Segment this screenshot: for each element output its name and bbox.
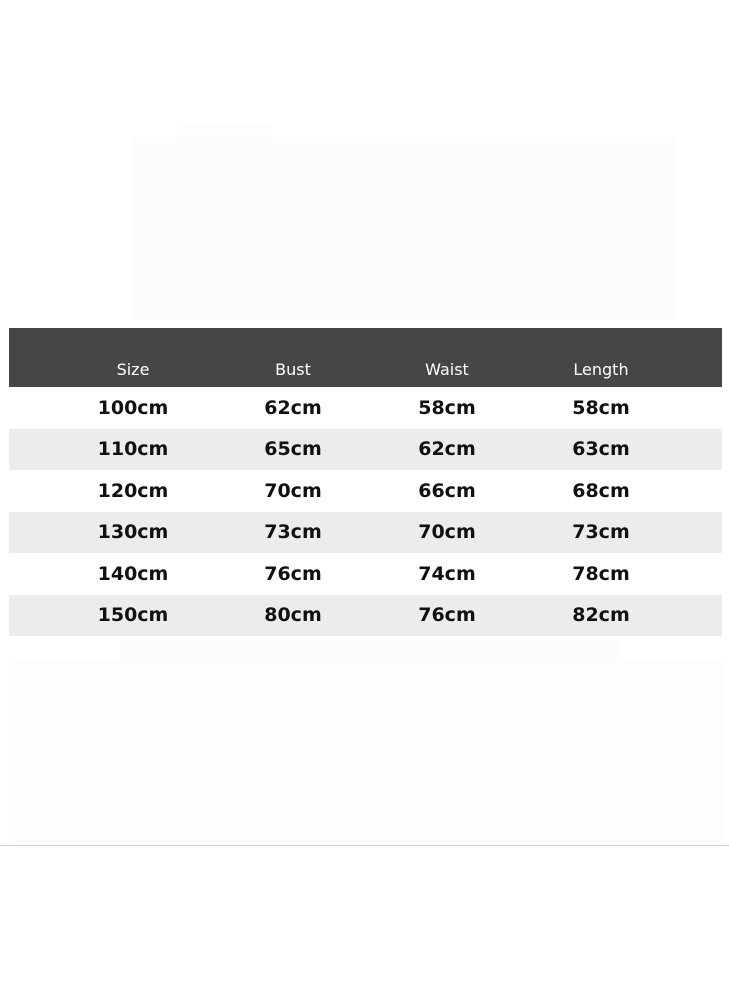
cell-bust: 80cm <box>264 604 322 627</box>
cell-length: 82cm <box>572 604 630 627</box>
cell-waist: 58cm <box>418 396 476 419</box>
cell-waist: 76cm <box>418 604 476 627</box>
cell-size: 150cm <box>97 604 169 627</box>
table-header-row <box>9 328 722 387</box>
cell-size: 140cm <box>97 562 169 585</box>
cell-size: 100cm <box>97 396 169 419</box>
cell-bust: 62cm <box>264 396 322 419</box>
table-row <box>9 512 722 554</box>
faded-background-panel <box>132 138 676 320</box>
cell-waist: 70cm <box>418 521 476 544</box>
cell-size: 120cm <box>97 479 169 502</box>
size-chart-table <box>9 328 722 636</box>
cell-length: 58cm <box>572 396 630 419</box>
cell-size: 110cm <box>97 438 169 461</box>
bottom-divider <box>0 845 729 846</box>
cell-waist: 62cm <box>418 438 476 461</box>
table-row <box>9 429 722 471</box>
header-bust: Bust <box>275 360 311 379</box>
table-row <box>9 387 722 429</box>
cell-length: 63cm <box>572 438 630 461</box>
header-length: Length <box>573 360 629 379</box>
header-waist: Waist <box>425 360 469 379</box>
cell-bust: 70cm <box>264 479 322 502</box>
table-row <box>9 470 722 512</box>
cell-length: 73cm <box>572 521 630 544</box>
cell-size: 130cm <box>97 521 169 544</box>
cell-bust: 76cm <box>264 562 322 585</box>
cell-bust: 65cm <box>264 438 322 461</box>
cell-length: 68cm <box>572 479 630 502</box>
table-row <box>9 553 722 595</box>
header-size: Size <box>116 360 150 379</box>
cell-length: 78cm <box>572 562 630 585</box>
cell-waist: 74cm <box>418 562 476 585</box>
table-row <box>9 595 722 637</box>
faded-background-panel-lower <box>12 660 722 842</box>
cell-bust: 73cm <box>264 521 322 544</box>
cell-waist: 66cm <box>418 479 476 502</box>
